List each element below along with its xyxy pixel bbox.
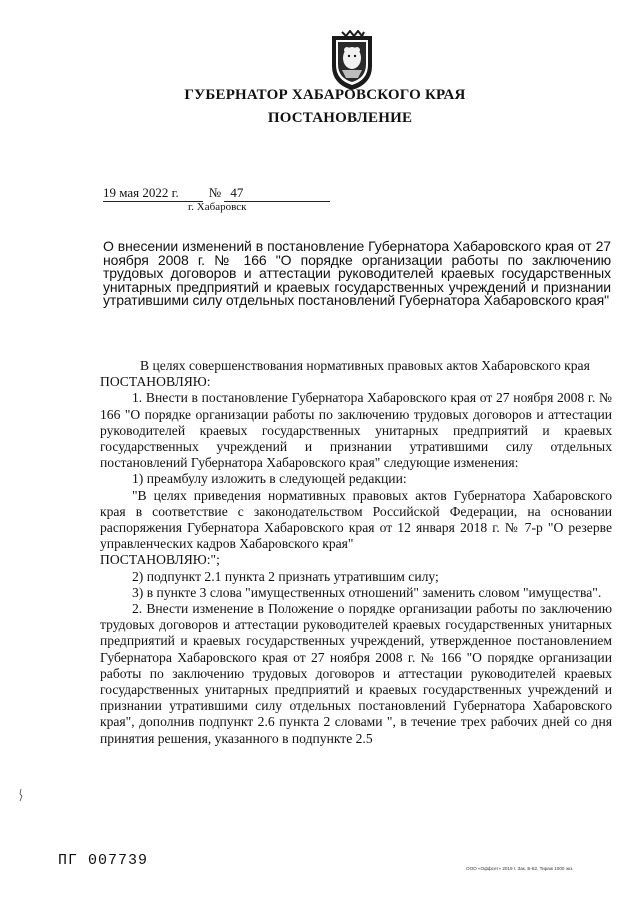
date-number-line <box>103 185 330 202</box>
document-date: 19 мая 2022 г. <box>103 185 203 202</box>
resolve-heading: ПОСТАНОВЛЯЮ: <box>100 374 211 390</box>
document-type: ПОСТАНОВЛЕНИЕ <box>267 110 413 126</box>
paragraph-2: 2. Внести изменение в Положение о порядке организации работы по заключению трудовых договоров и аттестации руководителей краевых государственных унитарных предприятий и краевых государственных учреждений, утвержденное постановлением Губернатора Хабаровского края от 27 ноября 2008 г. № 166 "О порядке организации работы по заключению трудовых договоров и аттестации руководителей краевых государственных унитарных предприятий и краевых государственных учреждений и признании утратившими силу отдельных постановлений Губернатора Хабаровского края", дополнив подпункт 2.6 пункта 2 словами ", в течение трех рабочих дней со дня принятия решения, указанного в подпункте 2.5 <box>100 601 612 746</box>
margin-scribble <box>18 788 24 802</box>
document-body <box>100 358 612 747</box>
quoted-resolve: ПОСТАНОВЛЯЮ:"; <box>100 552 220 568</box>
preamble: В целях совершенствования нормативных правовых актов Хабаровского края <box>140 358 590 373</box>
document-city: г. Хабаровск <box>188 201 247 213</box>
form-series-number: ПГ 007739 <box>58 852 149 869</box>
printer-imprint: ООО «Оффсет» 2019 г. Зак. Б-82. Тираж 1000 экз. <box>466 866 574 871</box>
coat-of-arms-icon <box>328 30 376 92</box>
paragraph-1: 1. Внести в постановление Губернатора Хабаровского края от 27 ноября 2008 г. № 166 "О порядке организации работы по заключению трудовых договоров и аттестации руководителей краевых государственных унитарных предприятий и краевых государственных учреждений и признании утратившими силу отдельных постановлений Губернатора Хабаровского края" следующие изменения: <box>100 390 612 471</box>
authority-title: ГУБЕРНАТОР ХАБАРОВСКОГО КРАЯ <box>184 87 466 103</box>
subparagraph-1-2: 2) подпункт 2.1 пункта 2 признать утратившим силу; <box>132 568 439 584</box>
document-subject: О внесении изменений в постановление Губернатора Хабаровского края от 27 ноября 2008 г. № 166 "О порядке организации работы по заключению трудовых договоров и аттестации руководителей краевых государственных унитарных предприятий и краевых государственных учреждений и признании утратившими силу отдельных постановлений Губернатора Хабаровского края" <box>103 238 611 308</box>
quoted-preamble: "В целях приведения нормативных правовых актов Губернатора Хабаровского края в соответствие с законодательством Российской Федерации, на основании распоряжения Губернатора Хабаровского края от 12 января 2018 г. № 7-р "О резерве управленческих кадров Хабаровского края" <box>100 487 612 552</box>
document-number: 47 <box>224 185 330 202</box>
number-sign: № <box>208 185 222 200</box>
subparagraph-1-1: 1) преамбулу изложить в следующей редакции: <box>132 471 407 487</box>
subparagraph-1-3: 3) в пункте 3 слова "имущественных отношений" заменить словом "имущества". <box>132 584 602 600</box>
